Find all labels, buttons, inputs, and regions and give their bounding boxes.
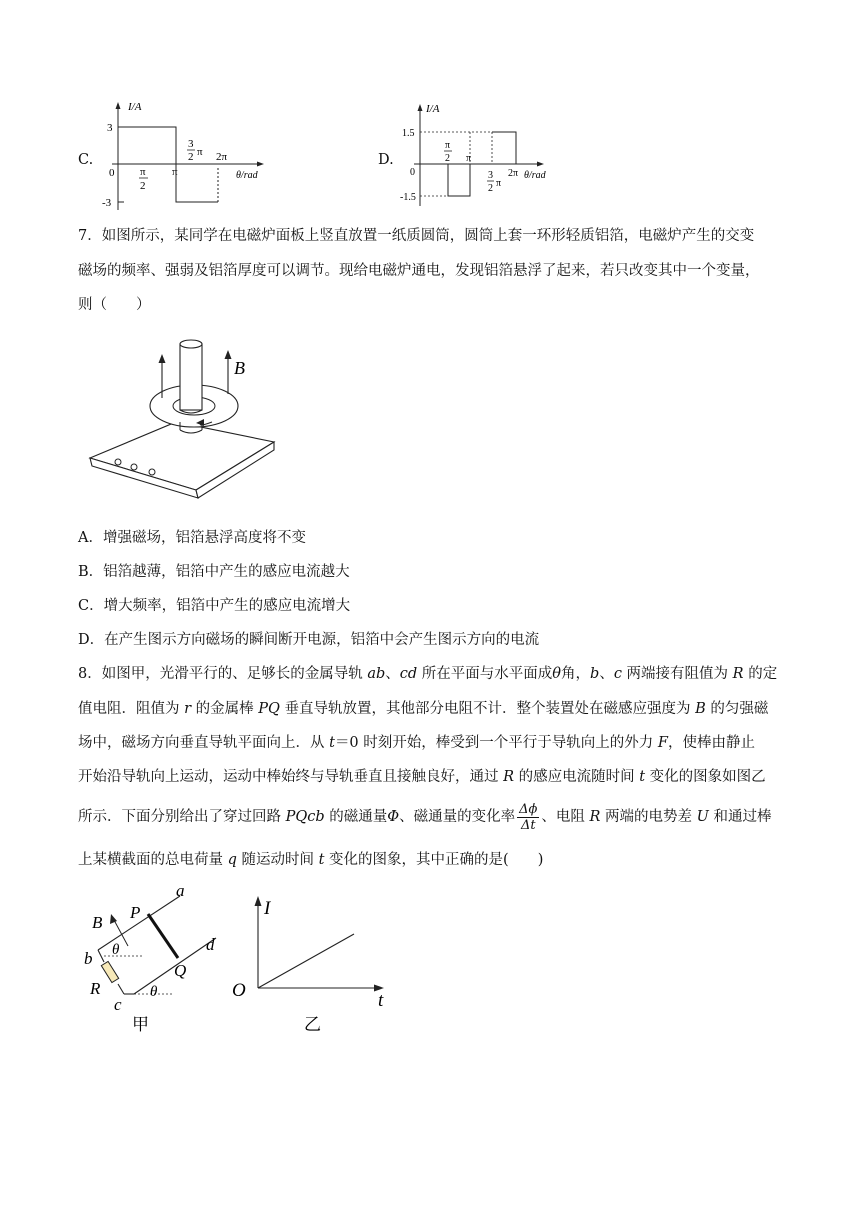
jia-label-r: R [90, 979, 101, 998]
yi-caption: 乙 [304, 1015, 321, 1034]
flux-rate-fraction: $\frac{\Delta\phi}{\Delta t}$ [519, 801, 538, 833]
graph-c-origin: 0 [109, 167, 115, 179]
q8-stem-line3: 场中，磁场方向垂直导轨平面向上．从 t＝0 时刻开始，棒受到一个平行于导轨向上的外力 F，使棒由静止 [78, 735, 755, 751]
graph-d-xlabel: θ/rad [524, 170, 546, 181]
q8-stem-line6: 上某横截面的总电荷量 q 随运动时间 t 变化的图象，其中正确的是( ) [78, 852, 544, 868]
graph-d-3half-num: 3 [488, 170, 493, 181]
graph-c-3half-pi: π [197, 146, 203, 158]
jia-label-b-field: B [92, 913, 103, 932]
q7-fig-label-b: B [234, 358, 245, 378]
graph-d-2pi: 2π [508, 168, 519, 179]
q7-option-d: D．在产生图示方向磁场的瞬间断开电源，铝箔中会产生图示方向的电流 [78, 632, 540, 648]
q7-induction-cooker-figure [84, 330, 284, 500]
yi-label-t: t [378, 990, 384, 1011]
graph-d-pi2-den: 2 [445, 153, 450, 164]
graph-d-ylabel: I/A [426, 103, 440, 115]
graph-d-3half-pi: π [496, 178, 502, 189]
q8-stem-line4: 开始沿导轨向上运动，运动中棒始终与导轨垂直且接触良好，通过 R 的感应电流随时间 t 变化的图象如图乙 [78, 769, 766, 785]
graph-d-pi: π [466, 153, 472, 164]
graph-d-y-neg: -1.5 [400, 192, 416, 203]
q8-figure-jia [84, 880, 244, 1040]
graph-d-3half-den: 2 [488, 183, 493, 194]
q8-stem-line2: 值电阻．阻值为 r 的金属棒 PQ 垂直导轨放置，其他部分电阻不计．整个装置处在磁感应强度为 B 的匀强磁 [78, 701, 769, 717]
graph-c-3half-num: 3 [188, 138, 194, 150]
jia-label-a: a [176, 881, 185, 900]
yi-label-o: O [232, 980, 246, 1001]
jia-label-theta1: θ [112, 942, 120, 958]
yi-label-i: I [264, 898, 271, 919]
graph-d-origin: 0 [410, 167, 415, 178]
graph-c-pi2-num: π [140, 166, 146, 178]
graph-c-3half-den: 2 [188, 151, 194, 163]
jia-label-p: P [130, 903, 141, 922]
q7-option-b: B．铝箔越薄，铝箔中产生的感应电流越大 [78, 564, 350, 580]
jia-label-b: b [84, 949, 93, 968]
graph-d [400, 100, 560, 212]
q7-option-c: C．增大频率，铝箔中产生的感应电流增大 [78, 598, 351, 614]
jia-caption: 甲 [132, 1015, 149, 1034]
q7-stem-line1: 7．如图所示，某同学在电磁炉面板上竖直放置一纸质圆筒，圆筒上套一环形轻质铝箔，电磁炉产生的交变 [78, 228, 755, 244]
q7-stem-line2: 磁场的频率、强弱及铝箔厚度可以调节。现给电磁炉通电，发现铝箔悬浮了起来，若只改变其中一个变量， [78, 263, 760, 279]
option-c-label: C. [78, 152, 94, 168]
graph-d-y-pos: 1.5 [402, 128, 415, 139]
q8-stem-line1: 8．如图甲，光滑平行的、足够长的金属导轨 ab、cd 所在平面与水平面成θ角，b、c 两端接有阻值为 R 的定 [78, 666, 778, 682]
q7-stem-line3: 则（ ） [78, 297, 151, 313]
graph-c-xlabel: θ/rad [236, 170, 258, 181]
graph-c-pi2-den: 2 [140, 180, 146, 192]
graph-c [100, 98, 270, 216]
jia-label-d: d [206, 935, 215, 954]
jia-label-theta2: θ [150, 984, 158, 1000]
jia-label-q: Q [174, 961, 187, 980]
graph-c-y-pos: 3 [107, 122, 113, 134]
graph-c-ylabel: I/A [128, 101, 142, 113]
jia-label-c: c [114, 995, 122, 1014]
graph-c-2pi: 2π [216, 151, 228, 163]
graph-c-y-neg: -3 [102, 197, 112, 209]
graph-d-pi2-num: π [445, 140, 451, 151]
option-d-label: D. [378, 152, 394, 168]
graph-c-pi: π [172, 166, 178, 178]
q8-stem-line5: 所示．下面分别给出了穿过回路 PQcb 的磁通量Φ、磁通量的变化率 $\frac{\Delta\phi}{\Delta t}$ 、电阻 R 两端的电势差 U 和通过棒 [78, 801, 772, 833]
q7-option-a: A．增强磁场，铝箔悬浮高度将不变 [78, 530, 306, 546]
q8-figure-yi [228, 890, 398, 1040]
